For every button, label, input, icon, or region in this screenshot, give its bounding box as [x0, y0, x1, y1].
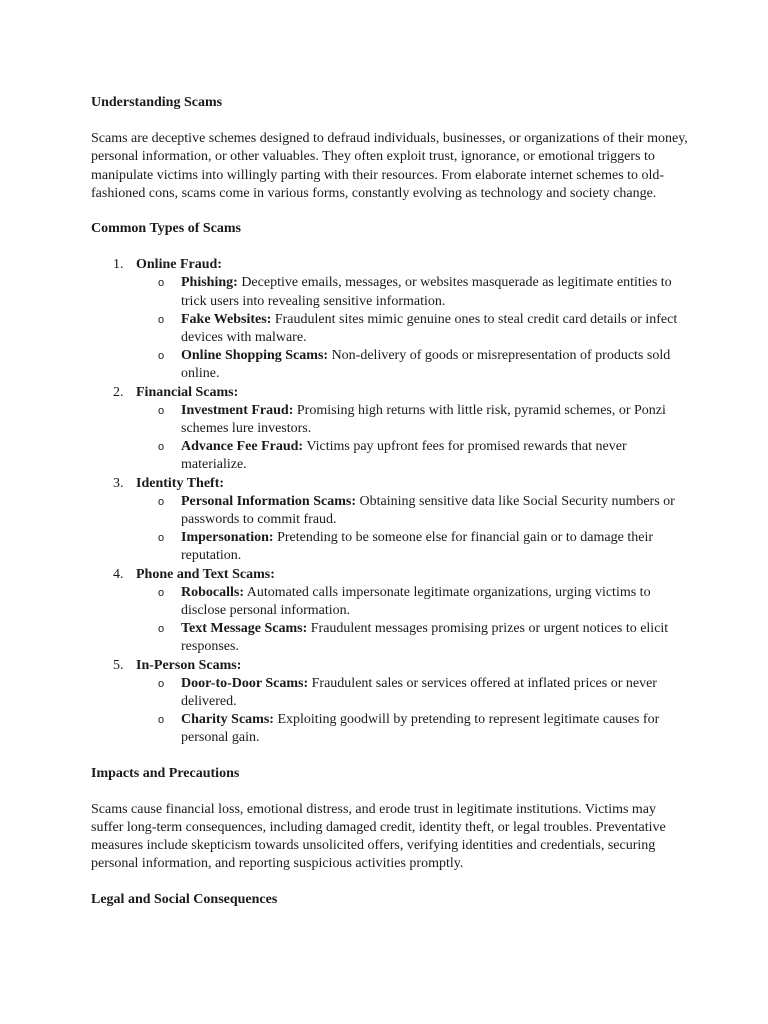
sub-list-item [136, 711, 681, 747]
sub-item-description: Automated calls impersonate legitimate organizations, urging victims to disclose personal information. [181, 584, 651, 619]
sub-item-description: Promising high returns with little risk, pyramid schemes, or Ponzi schemes lure investors. [181, 402, 666, 437]
hollow-bullet-icon: o [158, 313, 165, 326]
hollow-bullet-icon: o [158, 532, 165, 545]
list-item-number: 5. [113, 657, 124, 673]
sub-list-item [136, 584, 681, 620]
list-item-title: In-Person Scams: [136, 657, 242, 673]
sub-list [136, 675, 691, 748]
sub-list [136, 493, 691, 566]
list-item-title: Financial Scams: [136, 384, 239, 400]
sub-item-term: Door-to-Door Scams: [181, 675, 309, 691]
sub-list [136, 584, 691, 657]
sub-item-term: Online Shopping Scams: [181, 348, 329, 364]
sub-list-item [136, 402, 681, 438]
list-item [91, 475, 691, 566]
sub-list-item [136, 675, 681, 711]
sub-item-term: Fake Websites: [181, 311, 272, 327]
sub-item-term: Advance Fee Fraud: [181, 439, 304, 455]
hollow-bullet-icon: o [158, 714, 165, 727]
sub-item-description: Exploiting goodwill by pretending to represent legitimate causes for personal gain. [181, 712, 660, 746]
sub-item-description: Fraudulent sales or services offered at inflated prices or never delivered. [181, 675, 657, 710]
sub-list-item [136, 274, 681, 310]
sub-item-term: Robocalls: [181, 584, 244, 600]
sub-item-term: Text Message Scams: [181, 621, 308, 637]
list-item-number: 1. [113, 257, 124, 273]
hollow-bullet-icon: o [158, 277, 165, 290]
sub-item-term: Impersonation: [181, 530, 274, 546]
list-item [91, 256, 691, 383]
sub-item-description: Victims pay upfront fees for promised rewards that never materialize. [181, 439, 627, 473]
sub-list-item [136, 438, 681, 474]
sub-item-description: Fraudulent messages promising prizes or urgent notices to elicit responses. [181, 621, 669, 655]
sub-item-description: Obtaining sensitive data like Social Security numbers or passwords to commit fraud. [181, 493, 675, 528]
list-item [91, 566, 691, 657]
hollow-bullet-icon: o [158, 623, 165, 636]
heading-impacts-precautions: Impacts and Precautions [91, 765, 240, 781]
sub-item-description: Deceptive emails, messages, or websites masquerade as legitimate entities to trick users into revealing sensitive information. [181, 275, 672, 309]
heading-understanding-scams: Understanding Scams [91, 95, 223, 110]
sub-list-item [136, 620, 681, 656]
hollow-bullet-icon: o [158, 495, 165, 508]
list-item-number: 4. [113, 566, 124, 582]
heading-common-types: Common Types of Scams [91, 221, 241, 236]
sub-item-term: Phishing: [181, 275, 238, 291]
list-item-number: 2. [113, 384, 124, 400]
sub-item-term: Investment Fraud: [181, 402, 294, 418]
sub-list [136, 274, 691, 383]
paragraph-understanding-scams: Scams are deceptive schemes designed to defraud individuals, businesses, or organizations of their money, personal information, or other valuables. They often exploit trust, ignorance, or emotional triggers to manipulate victims into willingly parting with their resources. From elaborate internet schemes to old-fashioned cons, scams come in various forms, constantly evolving as technology and society change. [91, 131, 688, 201]
hollow-bullet-icon: o [158, 404, 165, 417]
hollow-bullet-icon: o [158, 677, 165, 690]
sub-item-term: Charity Scams: [181, 712, 274, 728]
sub-list [136, 402, 691, 475]
list-item-title: Online Fraud: [136, 257, 222, 273]
sub-list-item [136, 529, 681, 565]
sub-list-item [136, 311, 681, 347]
document-page [91, 94, 691, 909]
scam-types-list [91, 256, 691, 747]
sub-item-term: Personal Information Scams: [181, 493, 356, 509]
list-item-title: Phone and Text Scams: [136, 566, 275, 582]
hollow-bullet-icon: o [158, 586, 165, 599]
sub-item-description: Pretending to be someone else for financial gain or to damage their reputation. [181, 530, 653, 564]
sub-list-item [136, 347, 681, 383]
list-item [91, 657, 691, 748]
sub-list-item [136, 493, 681, 529]
hollow-bullet-icon: o [158, 441, 165, 454]
list-item-title: Identity Theft: [136, 475, 225, 491]
heading-legal-social: Legal and Social Consequences [91, 891, 278, 907]
sub-item-description: Non-delivery of goods or misrepresentation of products sold online. [181, 348, 671, 382]
paragraph-impacts-precautions: Scams cause financial loss, emotional distress, and erode trust in legitimate institutions. Victims may suffer long-term consequences, including damaged credit, identity theft, or legal troubles. Preventative measures include skepticism towards unsolicited offers, verifying identities and credentials, securing personal information, and reporting suspicious activities promptly. [91, 801, 666, 872]
sub-item-description: Fraudulent sites mimic genuine ones to steal credit card details or infect devices with malware. [181, 311, 678, 345]
list-item [91, 384, 691, 475]
hollow-bullet-icon: o [158, 350, 165, 363]
list-item-number: 3. [113, 475, 124, 491]
